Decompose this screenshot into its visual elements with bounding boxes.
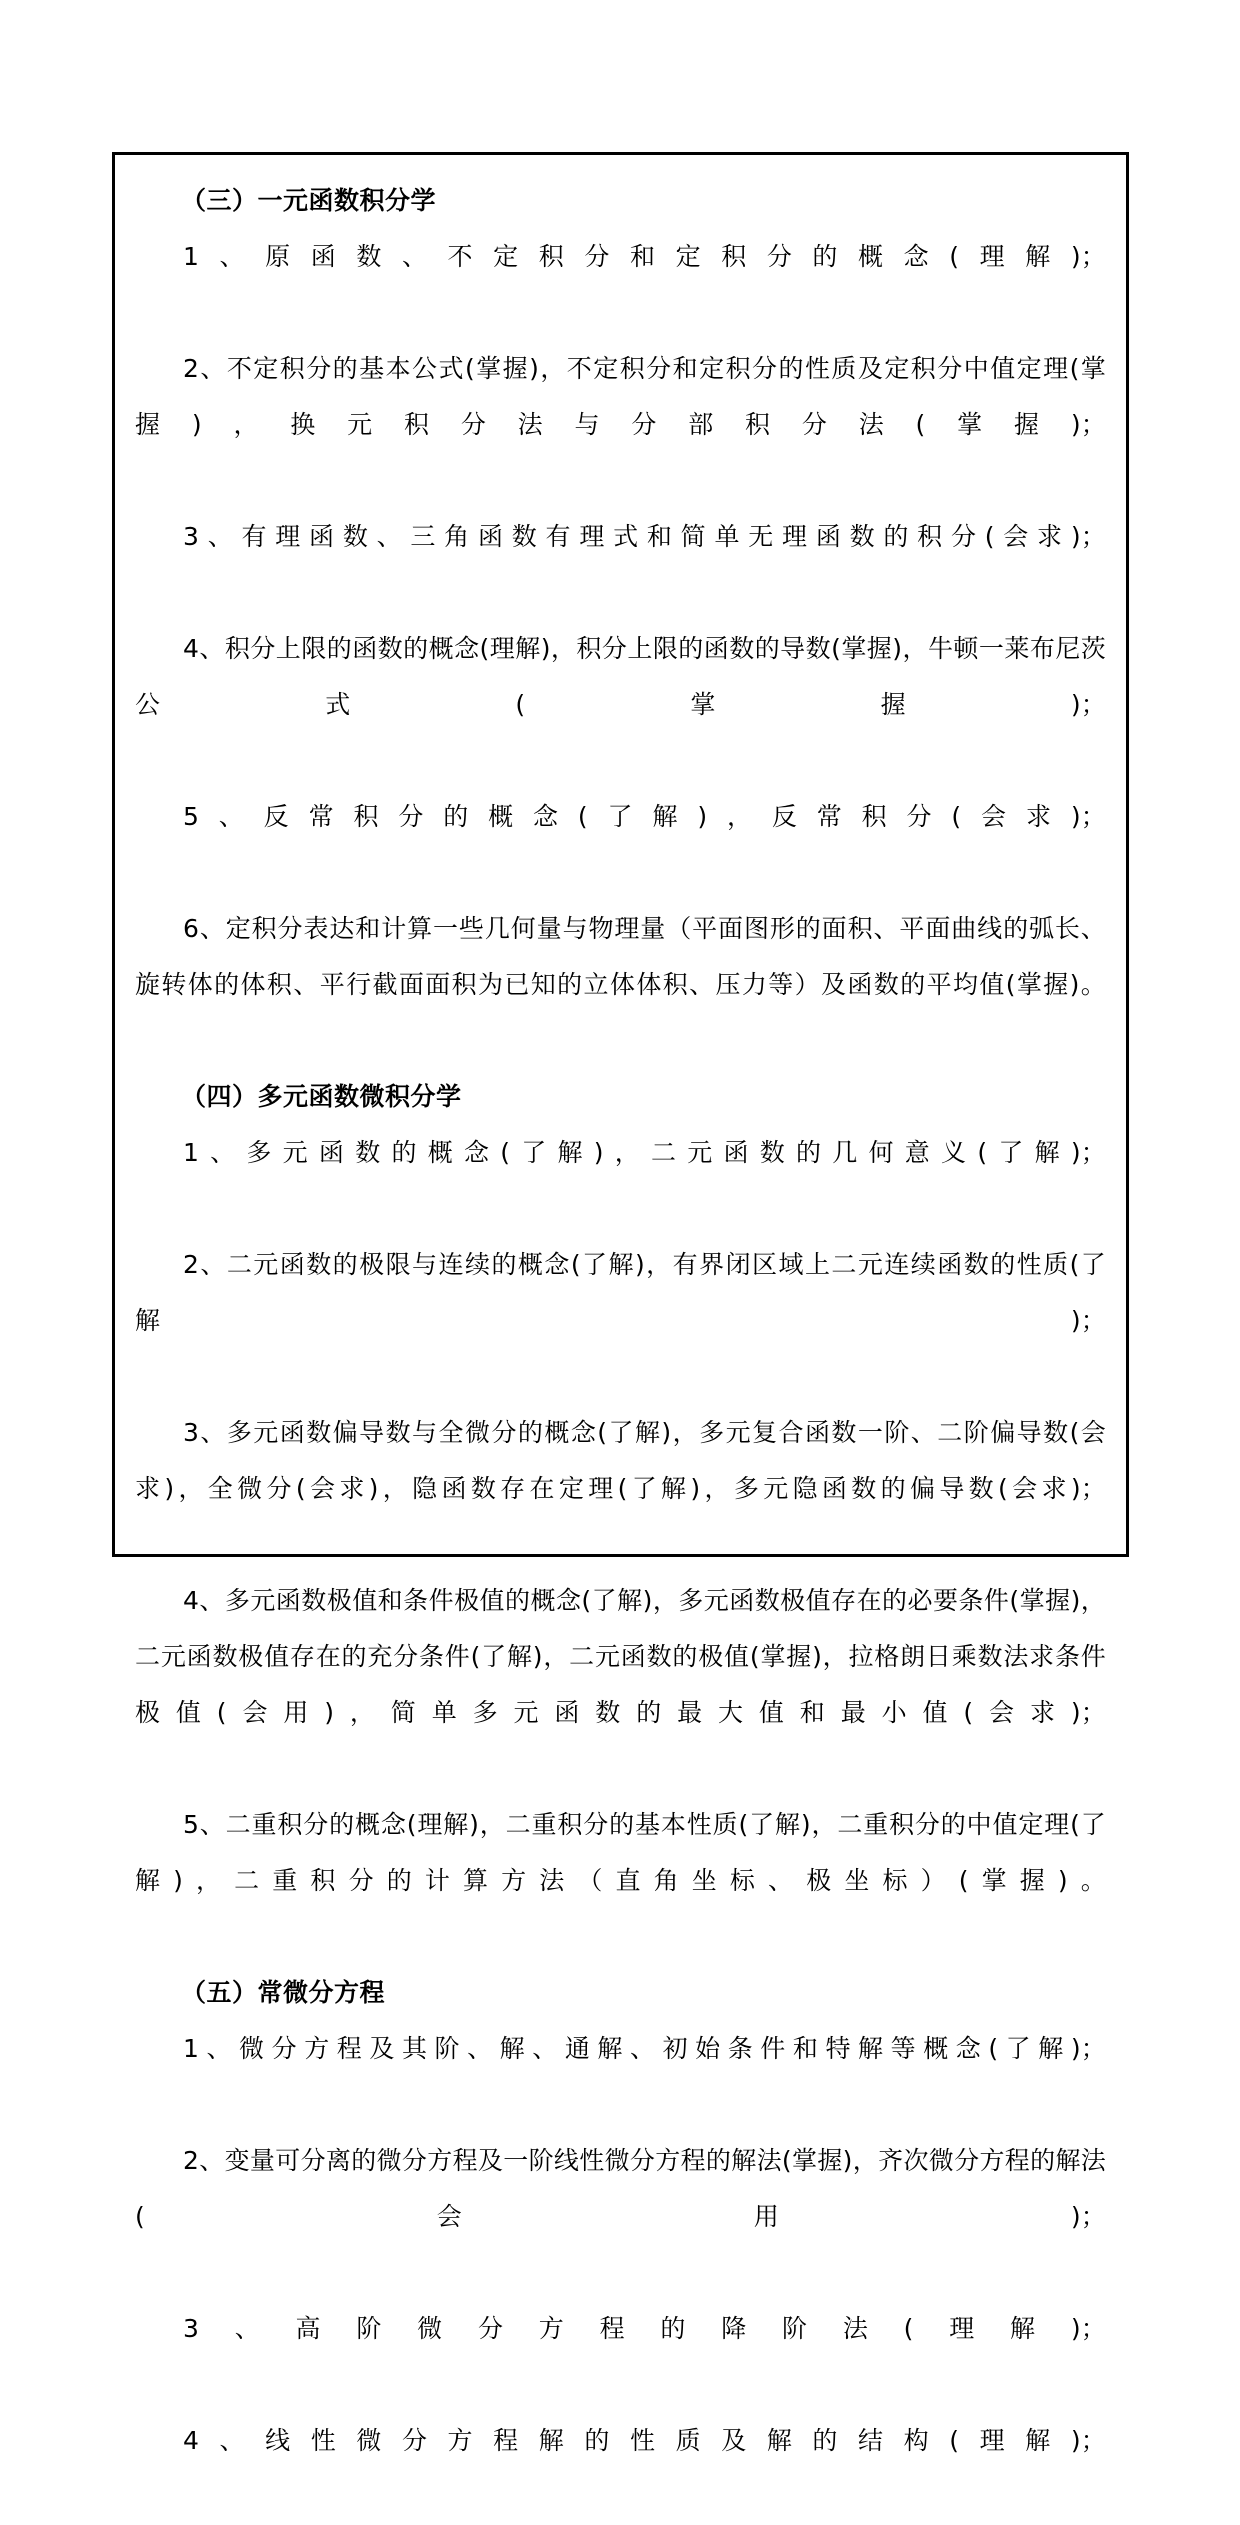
content-body xyxy=(115,155,1126,2525)
section-heading-4: （四）多元函数微积分学 xyxy=(181,1082,462,1111)
list-item: 3、多元函数偏导数与全微分的概念(了解)，多元复合函数一阶、二阶偏导数(会求)，全微分(会求)，隐函数存在定理(了解)，多元隐函数的偏导数(会求)； xyxy=(135,1418,1106,1503)
list-item: 3、高阶微分方程的降阶法(理解)； xyxy=(183,2314,1106,2343)
list-item: 2、变量可分离的微分方程及一阶线性微分方程的解法(掌握)，齐次微分方程的解法(会用)； xyxy=(135,2146,1106,2231)
list-item: 1、原函数、不定积分和定积分的概念(理解)； xyxy=(183,242,1106,271)
list-item: 6、定积分表达和计算一些几何量与物理量（平面图形的面积、平面曲线的弧长、旋转体的体积、平行截面面积为已知的立体体积、压力等）及函数的平均值(掌握)。 xyxy=(135,914,1106,999)
list-item: 2、不定积分的基本公式(掌握)，不定积分和定积分的性质及定积分中值定理(掌握)，换元积分法与分部积分法(掌握)； xyxy=(135,354,1106,439)
section-heading-3: （三）一元函数积分学 xyxy=(181,186,437,215)
list-item: 5、二重积分的概念(理解)，二重积分的基本性质(了解)，二重积分的中值定理(了解)，二重积分的计算方法（直角坐标、极坐标）(掌握)。 xyxy=(135,1810,1106,1895)
list-item: 2、二元函数的极限与连续的概念(了解)，有界闭区域上二元连续函数的性质(了解)； xyxy=(135,1250,1106,1335)
list-item: 3、有理函数、三角函数有理式和简单无理函数的积分(会求)； xyxy=(183,522,1106,551)
list-item: 5、反常积分的概念(了解)，反常积分(会求)； xyxy=(183,802,1106,831)
list-item: 4、积分上限的函数的概念(理解)，积分上限的函数的导数(掌握)，牛顿一莱布尼茨公式(掌握)； xyxy=(135,634,1106,719)
list-item: 1、多元函数的概念(了解)，二元函数的几何意义(了解)； xyxy=(183,1138,1106,1167)
content-frame xyxy=(112,152,1129,2455)
section-heading-5: （五）常微分方程 xyxy=(181,1978,386,2007)
list-item: 1、微分方程及其阶、解、通解、初始条件和特解等概念(了解)； xyxy=(183,2034,1106,2063)
list-item: 4、线性微分方程解的性质及解的结构(理解)； xyxy=(183,2426,1106,2455)
list-item: 4、多元函数极值和条件极值的概念(了解)，多元函数极值存在的必要条件(掌握)，二元函数极值存在的充分条件(了解)，二元函数的极值(掌握)，拉格朗日乘数法求条件极值(会用)，简单多元函数的最大值和最小值(会求)； xyxy=(135,1586,1106,1727)
